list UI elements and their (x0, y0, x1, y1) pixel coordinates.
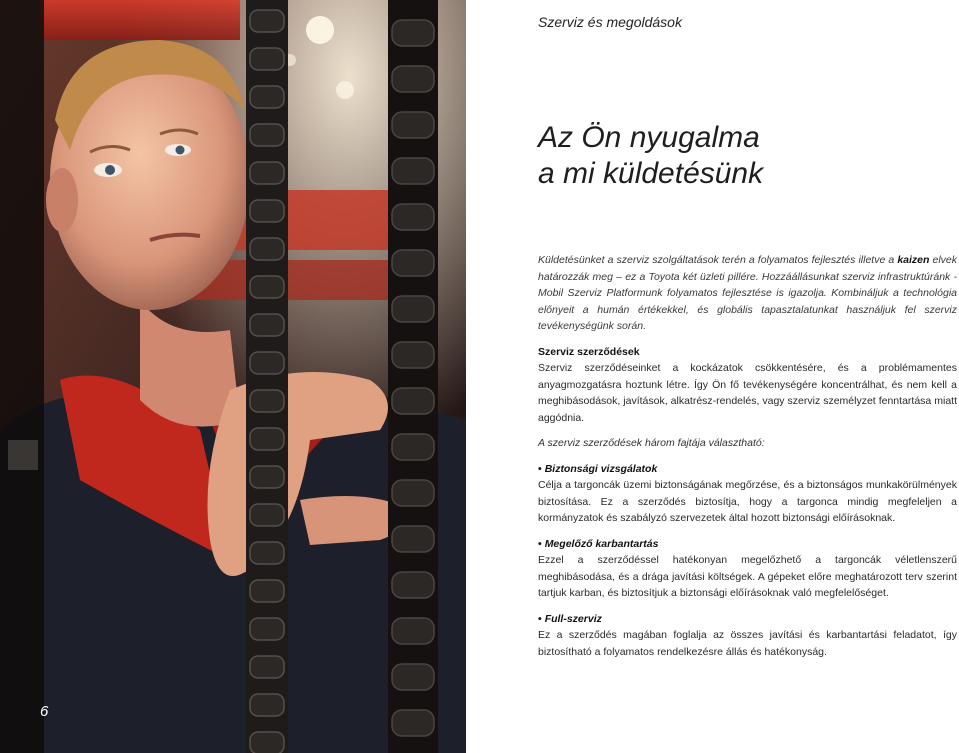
page-title-line-2: a mi küldetésünk (538, 157, 764, 190)
bullet-icon: • (538, 537, 542, 550)
contract-type-title (538, 611, 957, 628)
photo-panel (0, 0, 466, 753)
section-label: Szerviz és megoldások (538, 14, 682, 30)
contract-type-full-service-title: Full-szerviz (544, 612, 602, 625)
contract-type-title (538, 536, 957, 553)
page-number: 6 (40, 703, 49, 720)
contracts-lead: A szerviz szerződések három fajtája választható: (538, 437, 765, 449)
intro-kaizen-term: kaizen (897, 254, 930, 266)
intro-text-start: Küldetésünket a szerviz szolgáltatások terén a folyamatos fejlesztés illetve a (538, 254, 898, 266)
page-title-line-1: Az Ön nyugalma (538, 121, 760, 154)
contract-type-safety-title: Biztonsági vizsgálatok (544, 462, 658, 475)
contracts-heading: Szerviz szerződések (538, 345, 640, 358)
contract-type-full-service-text: Ez a szerződés magában foglalja az összes javítási és karbantartási feladatot, így biztosítható a folyamatos rendelkezésre állás és hatékonyság. (538, 629, 957, 658)
body-text (538, 252, 957, 660)
contract-type-preventive-title: Megelőző karbantartás (544, 537, 659, 550)
page-title (538, 120, 928, 192)
bullet-icon: • (538, 612, 542, 625)
intro-text-end: elvek határozzák meg – ez a Toyota két üzleti pillére. Hozzáállásunkat szerviz infrastruktúránk - Mobil Szerviz Platformunk folyamatos fejlesztése is igazolja. Kombináljuk a technológia előnyeit a humán értékekkel, és globális tapasztalatunkat használjuk fel szerviz tevékenységünk során. (538, 254, 958, 332)
technician-photo (0, 0, 466, 753)
contract-type-title (538, 461, 957, 478)
bullet-icon: • (538, 462, 542, 475)
intro-paragraph (538, 252, 957, 335)
contracts-body: Szerviz szerződéseinket a kockázatok csökkentésére, és a problémamentes anyagmozgatásra hoztunk létre. Így Ön fő tevékenységére koncentrálhat, és nem kell a meghibásodások, javítások, alkatrész-rendelés, vagy szerviz személyzet fenntartása miatt aggódnia. (538, 362, 957, 424)
contract-type-safety-text: Célja a targoncák üzemi biztonságának megőrzése, és a biztonságos munkakörülmények biztosítása. Ez a szerződés biztosítja, hogy a targonca mindig megfeleljen a kormányzatok és szabályzó szervezetek által hozott biztonsági előírásoknak. (538, 479, 957, 524)
contract-type-preventive-text: Ezzel a szerződéssel hatékonyan megelőzhető a targoncák véletlenszerű meghibásodása, és a drága javítási költségek. A gépeket előre meghatározott terv szerint tartjuk karban, és biztosítjuk a biztonsági előírásoknak való megfelelőséget. (538, 554, 957, 599)
